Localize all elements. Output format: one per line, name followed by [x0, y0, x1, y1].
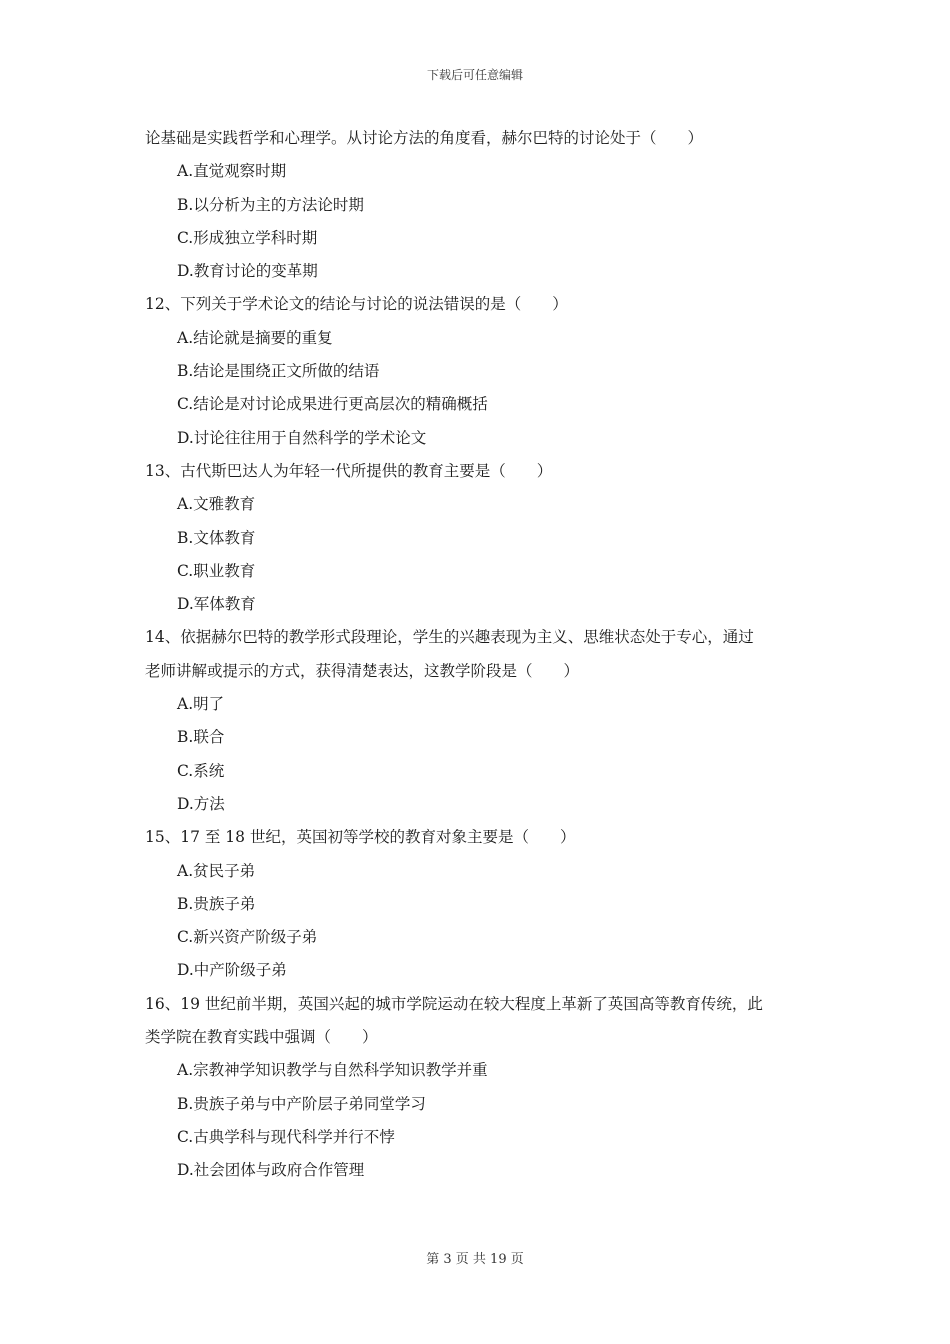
option-d: D.讨论往往用于自然科学的学术论文 [177, 428, 427, 447]
question-16-stem-continued: 类学院在教育实践中强调（ ） [145, 1028, 378, 1047]
option-a: A.明了 [177, 695, 225, 714]
question-14-stem-continued: 老师讲解或提示的方式，获得清楚表达，这教学阶段是（ ） [145, 661, 580, 680]
document-body [145, 122, 815, 1188]
option-b: B.贵族子弟与中产阶层子弟同堂学习 [177, 1094, 426, 1113]
question-14-stem: 14、依据赫尔巴特的教学形式段理论，学生的兴趣表现为主义、思维状态处于专心，通过 [145, 628, 754, 647]
option-b: B.以分析为主的方法论时期 [177, 195, 364, 214]
option-d: D.军体教育 [177, 595, 256, 614]
question-15-stem: 15、17 至 18 世纪，英国初等学校的教育对象主要是（ ） [145, 828, 576, 847]
page-footer: 第 3 页 共 19 页 [426, 1252, 524, 1267]
option-a: A.结论就是摘要的重复 [177, 328, 333, 347]
option-c: C.职业教育 [177, 561, 256, 580]
question-13-stem: 13、古代斯巴达人为年轻一代所提供的教育主要是（ ） [145, 461, 553, 480]
option-c: C.形成独立学科时期 [177, 228, 318, 247]
option-b: B.贵族子弟 [177, 894, 256, 913]
option-c: C.古典学科与现代科学并行不悖 [177, 1127, 395, 1146]
option-a: A.文雅教育 [177, 495, 256, 514]
option-c: C.新兴资产阶级子弟 [177, 928, 318, 947]
question-16-stem: 16、19 世纪前半期，英国兴起的城市学院运动在较大程度上革新了英国高等教育传统，此 [145, 994, 763, 1013]
option-a: A.贫民子弟 [177, 861, 256, 880]
question-12-stem: 12、下列关于学术论文的结论与讨论的说法错误的是（ ） [145, 295, 568, 314]
option-d: D.教育讨论的变革期 [177, 262, 318, 281]
option-c: C.系统 [177, 761, 225, 780]
option-b: B.结论是围绕正文所做的结语 [177, 362, 380, 381]
option-b: B.联合 [177, 728, 225, 747]
continued-question-stem: 论基础是实践哲学和心理学。从讨论方法的角度看，赫尔巴特的讨论处于（ ） [145, 129, 704, 147]
option-b: B.文体教育 [177, 528, 256, 547]
option-a: A.直觉观察时期 [177, 162, 287, 181]
page-header: 下载后可任意编辑 [426, 68, 523, 82]
option-d: D.中产阶级子弟 [177, 961, 287, 980]
option-c: C.结论是对讨论成果进行更高层次的精确概括 [177, 395, 488, 414]
option-d: D.社会团体与政府合作管理 [177, 1161, 365, 1180]
option-a: A.宗教神学知识教学与自然科学知识教学并重 [177, 1061, 488, 1080]
option-d: D.方法 [177, 794, 225, 813]
